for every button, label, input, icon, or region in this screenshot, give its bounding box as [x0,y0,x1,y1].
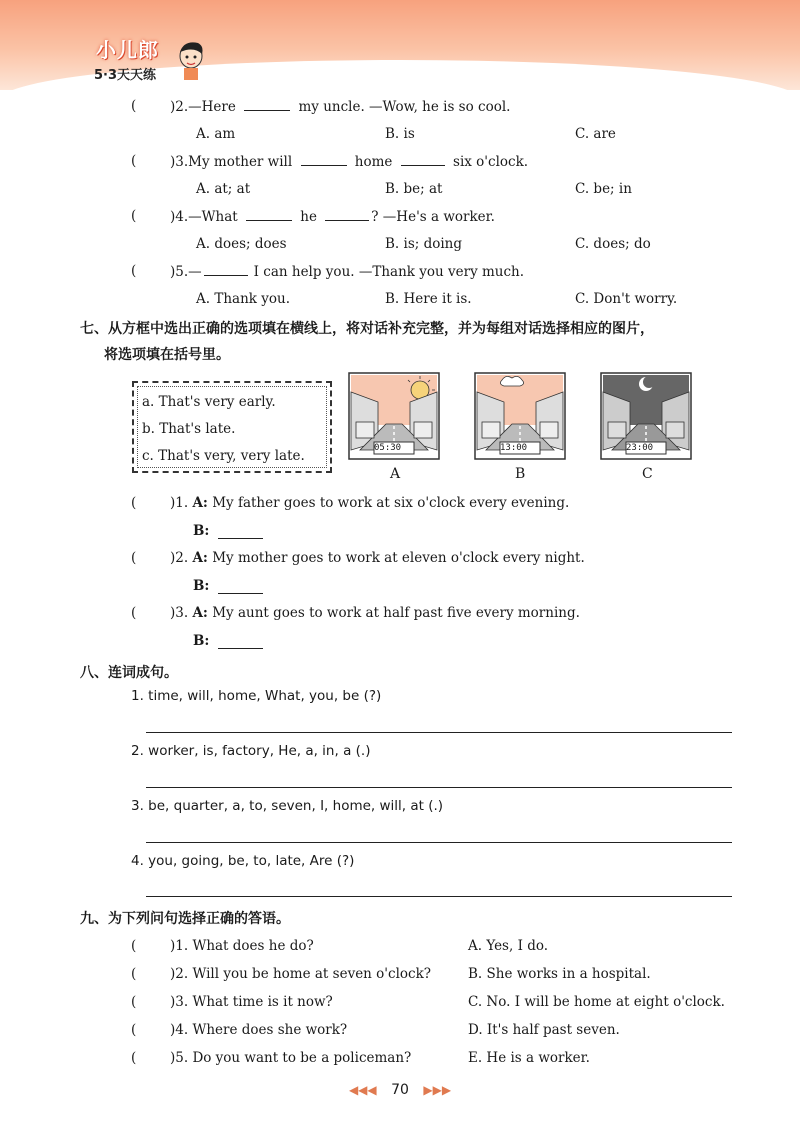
option-b[interactable]: B. is [385,126,415,142]
answer-blank[interactable] [218,538,263,539]
answer-paren[interactable]: ( [131,495,137,511]
dialogue-1 [170,495,569,511]
answer-paren[interactable]: ( [131,1022,137,1038]
speaker-a: A: [192,550,208,566]
option-b[interactable]: B. Here it is. [385,291,472,307]
clock-time: 23:00 [626,443,654,453]
dialogue-text: My aunt goes to work at half past five every morning. [212,605,580,621]
answer-line[interactable] [146,732,732,733]
answer-choice: A. Yes, I do. [468,938,549,954]
box-option-a: a. That's very early. [142,394,276,410]
answer-paren[interactable]: ( [131,605,137,621]
question-3 [170,153,528,170]
question-num: )3. [170,154,189,170]
option-b[interactable]: B. is; doing [385,236,463,252]
section-8-title: 八、连词成句。 [80,665,178,681]
question-text: — [188,264,202,280]
answer-choice: D. It's half past seven. [468,1022,620,1038]
question-text: —What [188,209,238,225]
section-7-title: 七、从方框中选出正确的选项填在横线上，将对话补充完整，并为每组对话选择相应的图片， [80,321,654,337]
question-num: )3. [170,605,189,621]
fill-blank[interactable] [325,208,369,221]
fill-blank[interactable] [401,153,445,166]
answer-choice: E. He is a worker. [468,1050,590,1066]
option-a[interactable]: A. at; at [196,181,251,197]
word-order-item: 3. be, quarter, a, to, seven, I, home, will, at (.) [131,798,444,814]
fill-blank[interactable] [204,263,248,276]
option-c[interactable]: C. does; do [575,236,651,252]
question-item: )3. What time is it now? [170,994,333,1010]
speaker-a: A: [192,495,208,511]
question-num: )5. [170,264,189,280]
option-b[interactable]: B. be; at [385,181,443,197]
question-text: —Here [188,99,236,115]
picture-label: C [642,466,653,482]
question-item: )1. What does he do? [170,938,314,954]
page-footer [0,1082,800,1098]
speaker-b: B: [193,523,210,539]
question-text: My mother will [188,154,293,170]
question-num: )2. [170,550,189,566]
dialogue-2 [170,550,585,566]
question-5 [170,263,524,280]
speaker-a: A: [192,605,208,621]
answer-choice: B. She works in a hospital. [468,966,651,982]
answer-paren[interactable]: ( [131,1050,137,1066]
speaker-b: B: [193,633,210,649]
answer-blank[interactable] [218,648,263,649]
option-a[interactable]: A. am [196,126,236,142]
option-c[interactable]: C. are [575,126,616,142]
word-order-item: 4. you, going, be, to, late, Are (?) [131,853,355,869]
dialogue-text: My father goes to work at six o'clock every evening. [212,495,570,511]
answer-paren[interactable]: ( [131,98,137,114]
answer-paren[interactable]: ( [131,550,137,566]
question-item: )5. Do you want to be a policeman? [170,1050,412,1066]
box-option-c: c. That's very, very late. [142,448,305,464]
question-text: home [354,154,393,170]
answer-paren[interactable]: ( [131,966,137,982]
answer-paren[interactable]: ( [131,938,137,954]
left-arrows-icon: ◀◀◀ [348,1083,377,1097]
answer-paren[interactable]: ( [131,263,137,279]
option-c[interactable]: C. Don't worry. [575,291,678,307]
box-option-b: b. That's late. [142,421,236,437]
answer-line[interactable] [146,787,732,788]
answer-paren[interactable]: ( [131,153,137,169]
question-num: )4. [170,209,189,225]
question-text: I can help you. —Thank you very much. [253,264,525,280]
answer-blank[interactable] [218,593,263,594]
question-text: he [300,209,317,225]
clock-time: 13:00 [500,443,528,453]
answer-choice: C. No. I will be home at eight o'clock. [468,994,725,1010]
speaker-b: B: [193,578,210,594]
fill-blank[interactable] [246,208,292,221]
word-order-item: 2. worker, is, factory, He, a, in, a (.) [131,743,371,759]
clock-time: 05:30 [374,443,402,453]
question-text: six o'clock. [453,154,529,170]
section-9-title: 九、为下列问句选择正确的答语。 [80,911,290,927]
question-text: ? —He's a worker. [371,209,495,225]
answer-paren[interactable]: ( [131,994,137,1010]
brand-subtitle: 5·3天天练 [94,68,157,83]
right-arrows-icon: ▶▶▶ [423,1083,452,1097]
dialogue-3 [170,605,580,621]
answer-line[interactable] [146,896,732,897]
option-a[interactable]: A. Thank you. [196,291,290,307]
question-2 [170,98,510,115]
dialogue-text: My mother goes to work at eleven o'clock every night. [212,550,585,566]
option-a[interactable]: A. does; does [196,236,287,252]
page-number: 70 [391,1082,409,1098]
option-c[interactable]: C. be; in [575,181,632,197]
fill-blank[interactable] [301,153,347,166]
answer-paren[interactable]: ( [131,208,137,224]
question-num: )2. [170,99,189,115]
brand-logo: 小儿郎 [96,38,159,62]
question-num: )1. [170,495,189,511]
word-order-item: 1. time, will, home, What, you, be (?) [131,688,382,704]
picture-label: A [390,466,401,482]
picture-label: B [515,466,526,482]
section-7-title-cont: 将选项填在括号里。 [104,347,230,363]
boy-mascot-icon [176,40,206,80]
question-4 [170,208,495,225]
question-text: my uncle. —Wow, he is so cool. [298,99,511,115]
fill-blank[interactable] [244,98,290,111]
question-item: )4. Where does she work? [170,1022,348,1038]
question-item: )2. Will you be home at seven o'clock? [170,966,431,982]
answer-line[interactable] [146,842,732,843]
